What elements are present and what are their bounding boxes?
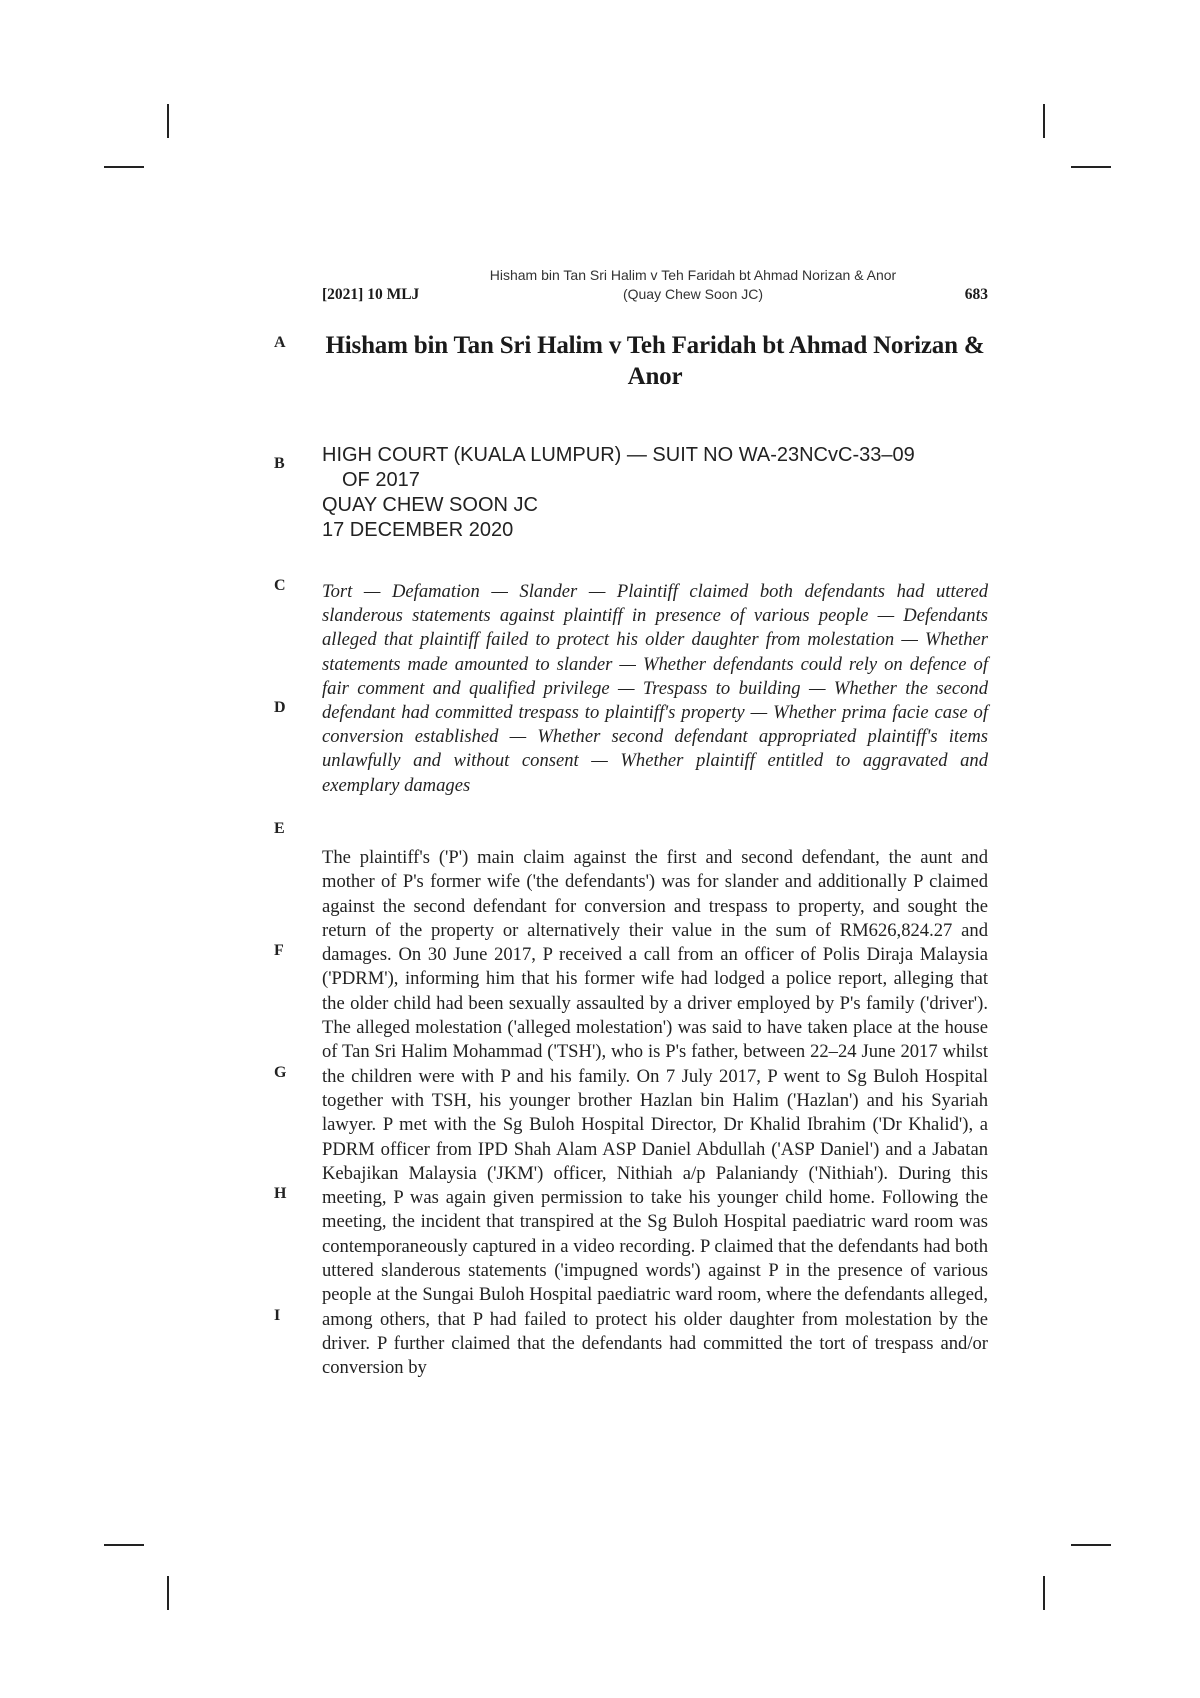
citation: [2021] 10 MLJ bbox=[322, 286, 420, 303]
margin-letter-i: I bbox=[274, 1307, 281, 1324]
headnote-summary: The plaintiff's ('P') main claim against the first and second defendant, the aunt and mother of P's former wife ('the defendants') was for slander and additionally P claimed against the second defendant for conversion and trespass to property, and sought the return of the property or alternatively their value in the sum of RM626,824.27 and damages. On 30 June 2017, P received a call from an officer of Polis Diraja Malaysia ('PDRM'), informing him that his former wife had lodged a police report, alleging that the older child had been sexually assaulted by a driver employed by P's family ('driver'). The alleged molestation ('alleged molestation') was said to have taken place at the house of Tan Sri Halim Mohammad ('TSH'), who is P's father, between 22–24 June 2017 whilst the children were with P and his family. On 7 July 2017, P went to Sg Buloh Hospital together with TSH, his younger brother Hazlan bin Halim ('Hazlan') and his Syariah lawyer. P met with the Sg Buloh Hospital Director, Dr Khalid Ibrahim ('Dr Khalid'), a PDRM officer from IPD Shah Alam ASP Daniel Abdullah ('ASP Daniel') and a Jabatan Kebajikan Malaysia ('JKM') officer, Nithiah a/p Palaniandy ('Nithiah'). During this meeting, P was again given permission to take his younger child home. Following the meeting, the incident that transpired at the Sg Buloh Hospital paediatric ward room was contemporaneously captured in a video recording. P claimed that the defendants had both uttered slanderous statements ('impugned words') against P in the presence of various people at the Sungai Buloh Hospital paediatric ward room, where the defendants alleged, among others, that P had failed to protect his older daughter from molestation by the driver. P further claimed that the defendants had committed the tort of trespass and/or conversion by bbox=[322, 847, 988, 1379]
margin-letter-g: G bbox=[274, 1064, 287, 1081]
court-details bbox=[322, 443, 988, 543]
margin-letter-b: B bbox=[274, 455, 285, 472]
crop-mark-top-left-horizontal bbox=[104, 166, 144, 168]
crop-mark-top-right-vertical bbox=[1043, 104, 1045, 138]
page-number: 683 bbox=[964, 286, 988, 303]
running-title: Hisham bin Tan Sri Halim v Teh Faridah bt Ahmad Norizan & Anor (Quay Chew Soon JC) bbox=[489, 267, 897, 302]
page-header bbox=[322, 266, 988, 306]
crop-mark-bottom-right-horizontal bbox=[1071, 1544, 1111, 1546]
judge-name: QUAY CHEW SOON JC bbox=[322, 494, 538, 516]
margin-letter-d: D bbox=[274, 699, 286, 716]
case-title: Hisham bin Tan Sri Halim v Teh Faridah bt Ahmad Norizan & Anor bbox=[325, 332, 985, 390]
catchwords: Tort — Defamation — Slander — Plaintiff claimed both defendants had uttered slanderous statements against plaintiff in presence of various people — Defendants alleged that plaintiff failed to protect his older daughter from molestation — Whether statements made amounted to slander — Whether defendants could rely on defence of fair comment and qualified privilege — Trespass to building — Whether the second defendant had committed trespass to plaintiff's property — Whether prima facie case of conversion established — Whether second defendant appropriated plaintiff's items unlawfully and without consent — Whether plaintiff entitled to aggravated and exemplary damages bbox=[322, 581, 988, 796]
crop-mark-bottom-left-horizontal bbox=[104, 1544, 144, 1546]
court-suit-year: OF 2017 bbox=[342, 469, 420, 491]
margin-letter-e: E bbox=[274, 820, 285, 837]
crop-mark-bottom-right-vertical bbox=[1043, 1576, 1045, 1610]
crop-mark-top-right-horizontal bbox=[1071, 166, 1111, 168]
margin-letter-f: F bbox=[274, 942, 284, 959]
court-suit-line: HIGH COURT (KUALA LUMPUR) — SUIT NO WA-23NCvC-33–09 bbox=[322, 444, 915, 466]
judgment-date: 17 DECEMBER 2020 bbox=[322, 519, 514, 541]
crop-mark-bottom-left-vertical bbox=[167, 1576, 169, 1610]
margin-letter-c: C bbox=[274, 577, 286, 594]
margin-letter-a: A bbox=[274, 334, 286, 351]
crop-mark-top-left-vertical bbox=[167, 104, 169, 138]
margin-letter-h: H bbox=[274, 1185, 287, 1202]
